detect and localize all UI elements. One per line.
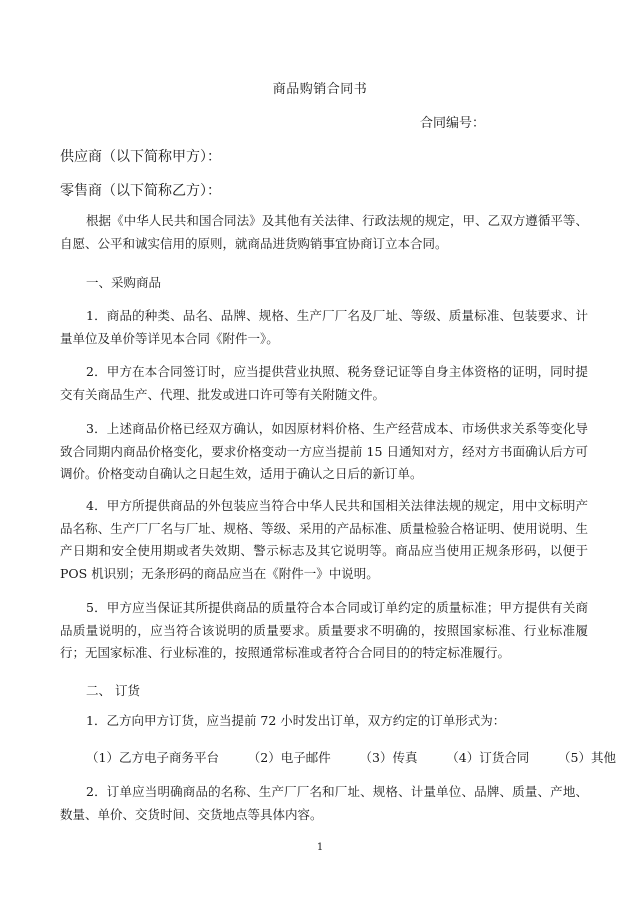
section-2-item-1: 1．乙方向甲方订货，应当提前 72 小时发出订单，双方约定的订单形式为：	[86, 713, 506, 728]
section-2-heading: 二、 订货	[86, 683, 140, 698]
section-1-item-3: 3．上述商品价格已经双方确认，如因原材料价格、生产经营成本、市场供求关系等变化导致合同期内商品价格变化，要求价格变动一方应当提前 15 日通知对方，经对方书面确认后方可调价。价格变动自确认之日起生效，适用于确认之日后的新订单。	[60, 421, 588, 481]
page-number: 1	[316, 842, 324, 853]
supplier-label: 供应商（以下简称甲方）：	[60, 149, 221, 165]
order-option-other: （5）其他	[558, 750, 616, 765]
order-option-fax: （3）传真	[359, 750, 418, 765]
order-option-order-contract: （4）订货合同	[446, 750, 530, 765]
section-1-item-2: 2．甲方在本合同签订时，应当提供营业执照、税务登记证等自身主体资格的证明，同时提交有关商品生产、代理、批发或进口许可等有关附随文件。	[60, 364, 588, 402]
section-1-heading: 一、采购商品	[86, 275, 162, 290]
intro-paragraph: 根据《中华人民共和国合同法》及其他有关法律、行政法规的规定，甲、乙双方遵循平等、自愿、公平和诚实信用的原则，就商品进货购销事宜协商订立本合同。	[60, 213, 588, 251]
order-option-ecommerce: （1）乙方电子商务平台	[86, 750, 219, 765]
section-1-item-5: 5．甲方应当保证其所提供商品的质量符合本合同或订单约定的质量标准；甲方提供有关商品质量说明的，应当符合该说明的质量要求。质量要求不明确的，按照国家标准、行业标准履行；无国家标准、行业标准的，按照通常标准或者符合合同目的的特定标准履行。	[60, 600, 588, 660]
section-2-item-2: 2．订单应当明确商品的名称、生产厂厂名和厂址、规格、计量单位、品牌、质量、产地、数量、单价、交货时间、交货地点等具体内容。	[60, 784, 588, 822]
order-form-options	[86, 748, 616, 766]
section-1-item-1: 1．商品的种类、品名、品牌、规格、生产厂厂名及厂址、等级、质量标准、包装要求、计量单位及单价等详见本合同《附件一》。	[60, 308, 588, 346]
section-1-item-4: 4．甲方所提供商品的外包装应当符合中华人民共和国相关法律法规的规定，用中文标明产品名称、生产厂厂名与厂址、规格、等级、采用的产品标准、质量检验合格证明、使用说明、生产日期和安全使用期或者失效期、警示标志及其它说明等。商品应当使用正规条形码，以便于 POS 机识别；无条形码的商品应当在《附件一》中说明。	[60, 498, 588, 581]
contract-number-label: 合同编号：	[420, 116, 486, 131]
order-option-email: （2）电子邮件	[247, 750, 331, 765]
document-title: 商品购销合同书	[272, 82, 368, 97]
retailer-label: 零售商（以下简称乙方）：	[60, 183, 221, 199]
